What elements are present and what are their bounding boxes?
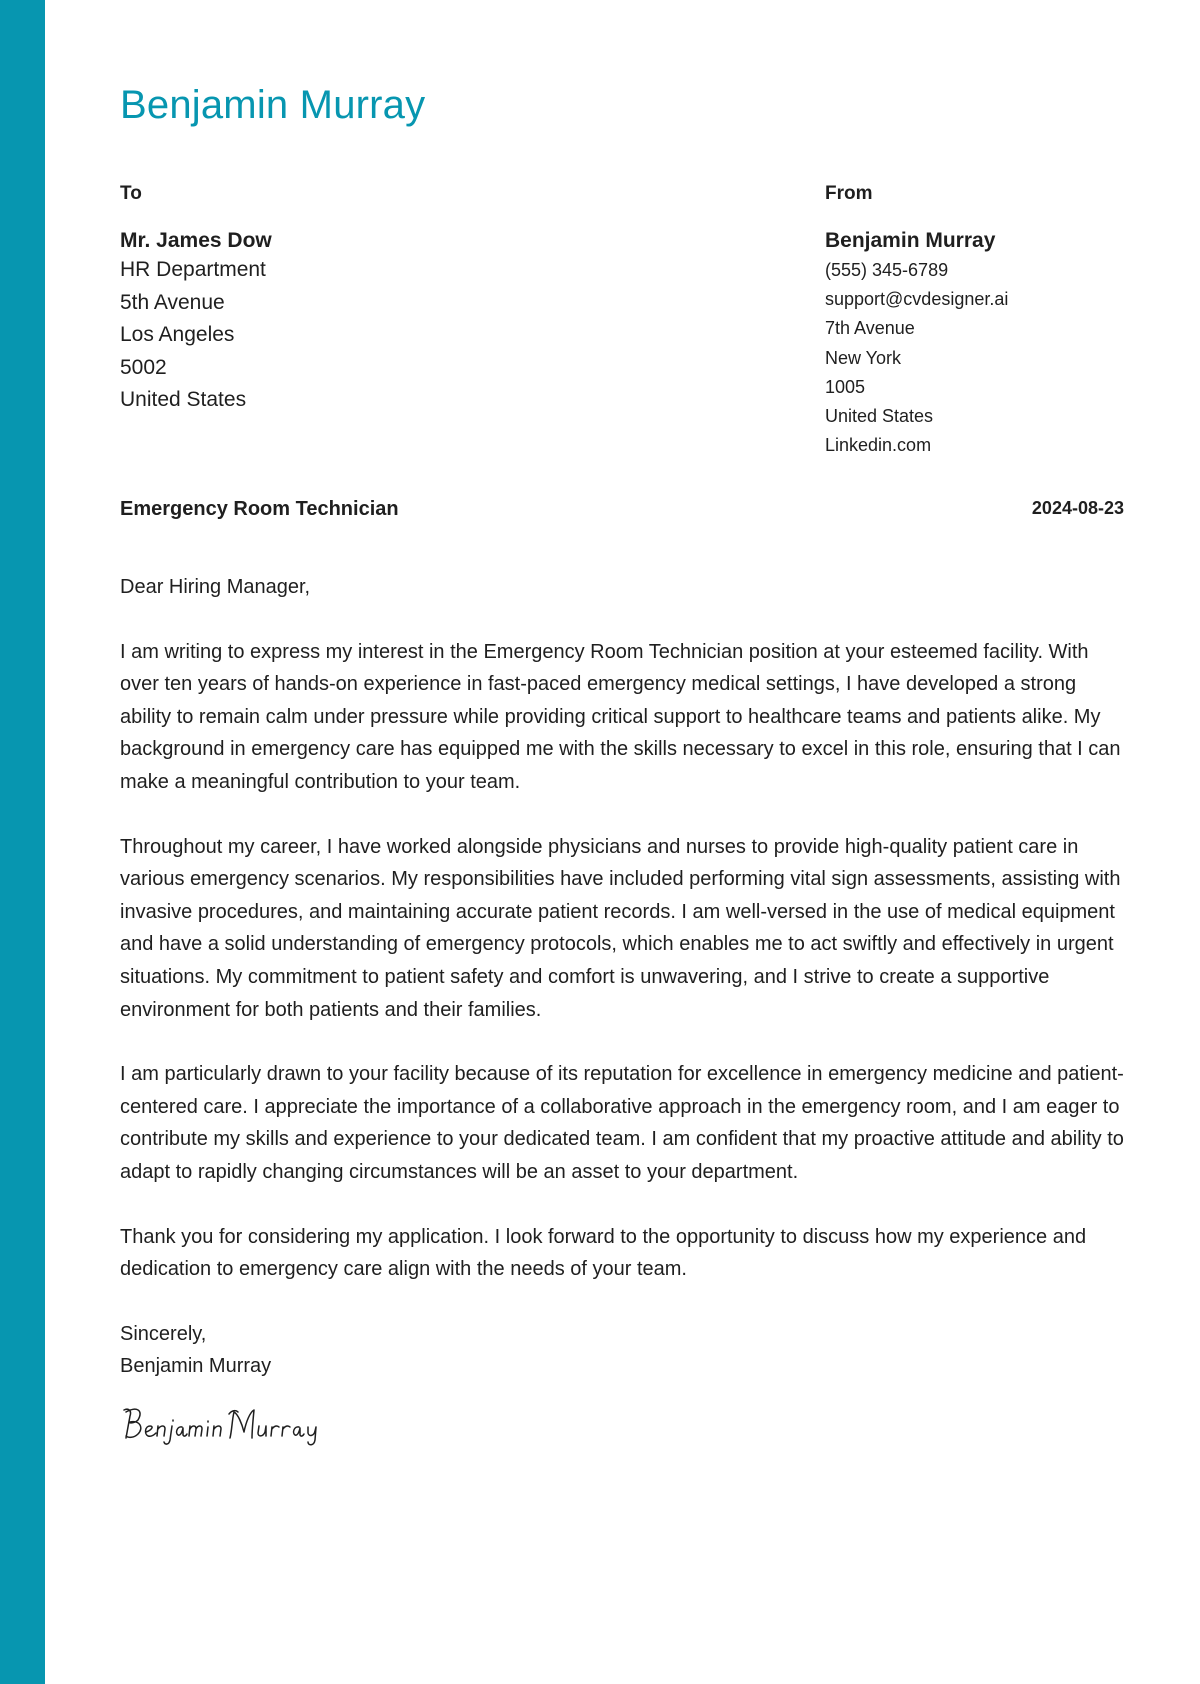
sender-email: support@cvdesigner.ai bbox=[825, 289, 1009, 310]
accent-sidebar-bar bbox=[0, 0, 45, 1684]
recipient-city: Los Angeles bbox=[120, 323, 235, 347]
body-paragraph-1: I am writing to express my interest in the Emergency Room Technician position at your esteemed facility. With over ten years of hands-on experience in fast-paced emergency medical settings, I have developed a strong ability to remain calm under pressure while providing critical support to healthcare teams and patients alike. My background in emergency care has equipped me with the skills necessary to excel in this role, ensuring that I can make a meaningful contribution to your team. bbox=[120, 640, 1121, 793]
sender-linkedin: Linkedin.com bbox=[825, 435, 932, 456]
body-paragraph-2: Throughout my career, I have worked alongside physicians and nurses to provide high-quality patient care in various emergency scenarios. My responsibilities have included performing vital sign assessments, assisting with invasive procedures, and maintaining accurate patient records. I am well-versed in the use of medical equipment and have a solid understanding of emergency protocols, which enables me to act swiftly and effectively in urgent situations. My commitment to patient safety and comfort is unwavering, and I strive to create a supportive environment for both patients and their families. bbox=[120, 835, 1121, 1021]
letter-date: 2024-08-23 bbox=[1031, 498, 1124, 518]
applicant-name-heading: Benjamin Murray bbox=[120, 83, 426, 127]
salutation: Dear Hiring Manager, bbox=[120, 576, 311, 598]
handwritten-signature bbox=[116, 1398, 346, 1448]
recipient-department: HR Department bbox=[120, 258, 266, 281]
sender-contact bbox=[825, 256, 1125, 460]
sender-country: United States bbox=[825, 406, 934, 427]
closing-name: Benjamin Murray bbox=[120, 1355, 272, 1378]
recipient-street: 5th Avenue bbox=[120, 290, 225, 314]
subject-row bbox=[120, 496, 1124, 522]
recipient-country: United States bbox=[120, 388, 247, 412]
closing-phrase: Sincerely, bbox=[120, 1322, 207, 1345]
sender-name: Benjamin Murray bbox=[825, 229, 996, 252]
job-title: Emergency Room Technician bbox=[120, 498, 399, 520]
recipient-block bbox=[120, 182, 720, 417]
cover-letter-page bbox=[120, 0, 1124, 1684]
sender-postal-code: 1005 bbox=[825, 376, 866, 397]
letter-body bbox=[120, 571, 1130, 1383]
sender-block bbox=[825, 182, 1125, 460]
recipient-postal-code: 5002 bbox=[120, 355, 167, 379]
body-paragraph-3: I am particularly drawn to your facility because of its reputation for excellence in emergency medicine and patient-centered care. I appreciate the importance of a collaborative approach in the emergency room, and I am eager to contribute my skills and experience to your dedicated team. I am confident that my proactive attitude and ability to adapt to rapidly changing circumstances will be an asset to your department. bbox=[120, 1063, 1124, 1183]
sender-label: From bbox=[825, 183, 873, 204]
sender-city: New York bbox=[825, 347, 902, 368]
recipient-name: Mr. James Dow bbox=[120, 229, 272, 252]
sender-street: 7th Avenue bbox=[825, 318, 915, 339]
body-paragraph-4: Thank you for considering my application. I look forward to the opportunity to discuss how my experience and dedication to emergency care align with the needs of your team. bbox=[120, 1225, 1087, 1281]
recipient-address bbox=[120, 254, 720, 417]
recipient-label: To bbox=[120, 183, 142, 204]
sender-phone: (555) 345-6789 bbox=[825, 260, 949, 280]
